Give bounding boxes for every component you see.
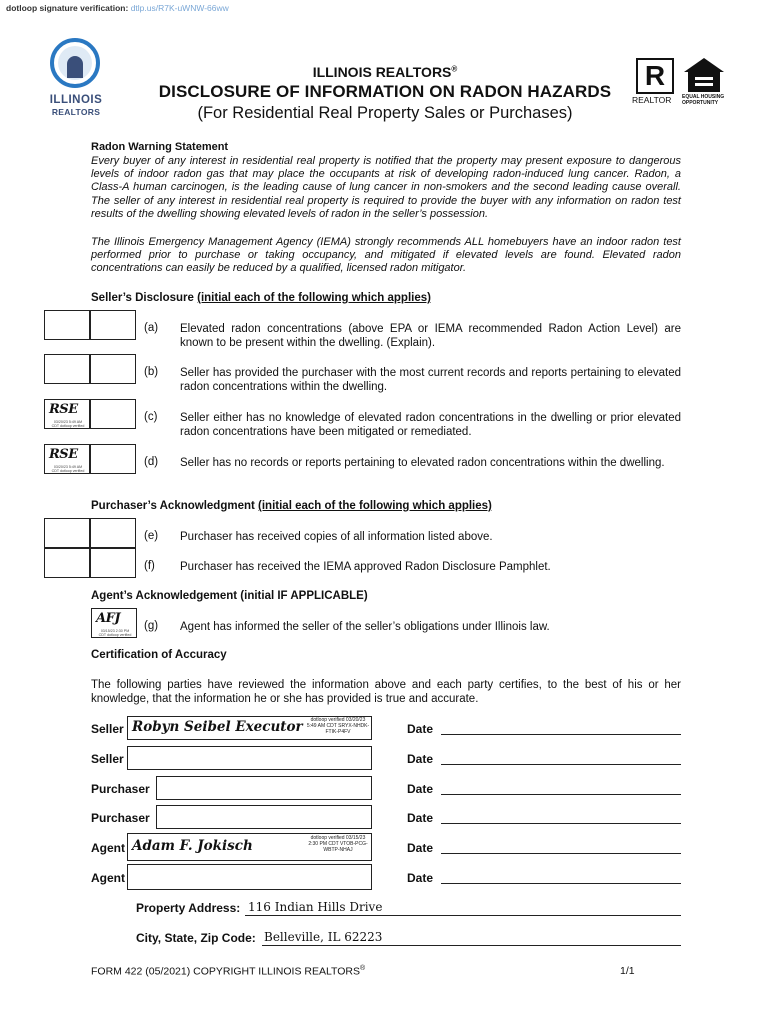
purchaser-heading-text: Purchaser’s Acknowledgment [91,500,255,512]
page-subtitle: (For Residential Real Property Sales or Purchases) [197,104,573,122]
item-label-b: (b) [144,366,159,378]
signer-label-seller-2: Seller [91,752,124,766]
signature-field-purchaser-1[interactable] [156,776,372,800]
initial-box-e-2[interactable] [90,518,136,548]
dotloop-verification [6,3,229,13]
signer-label-agent-2: Agent [91,871,125,885]
initial-boxes-e [44,518,136,548]
item-label-d: (d) [144,456,159,468]
item-label-f: (f) [144,560,155,572]
initial-boxes-d [44,444,136,474]
initial-box-d-2[interactable] [90,444,136,474]
date-field-purchaser-2[interactable] [441,823,681,824]
eho-roof [684,58,724,72]
item-label-c: (c) [144,411,158,423]
warning-heading: Radon Warning Statement [91,141,229,153]
signer-label-purchaser-1: Purchaser [91,782,150,796]
equal-housing-text: EQUAL HOUSING OPPORTUNITY [682,94,725,106]
signer-label-purchaser-2: Purchaser [91,811,150,825]
date-field-agent-2[interactable] [441,883,681,884]
form-footer [91,965,365,978]
realtor-mark-icon: R [636,58,674,94]
date-field-agent-1[interactable] [441,853,681,854]
signer-label-seller-1: Seller [91,722,124,736]
city-state-zip-label: City, State, Zip Code: [136,931,256,945]
initial-box-c-1[interactable] [44,399,90,429]
logo-line2: REALTORS [51,107,101,117]
date-label-agent-1: Date [407,841,434,855]
item-label-g: (g) [144,620,159,632]
initial-box-f-1[interactable] [44,548,90,578]
item-text-b: Seller has provided the purchaser with the most current records and reports pertaining to elevated radon concentrations within the dwelling. [180,367,681,393]
initial-box-c-2[interactable] [90,399,136,429]
signature-field-agent-2[interactable] [127,864,372,890]
warning-text: Every buyer of any interest in residential real property is notified that the property may present exposure to dangerous levels of indoor radon gas that may place the occupants at risk of developing radon-induced lung cancer. Radon, a Class-A human carcinogen, is the leading cause of lung cancer in non-smokers and the second leading cause overall. The seller of any interest in residential real property is required to provide the buyer with any information on radon test results of the dwelling showing elevated levels of radon in the seller’s possession. [91,155,681,220]
signature-field-agent-1[interactable] [127,833,372,861]
initial-boxes-b [44,354,136,384]
date-field-seller-1[interactable] [441,734,681,735]
date-label-seller-2: Date [407,752,434,766]
seller-initial-c: RSE [49,402,78,417]
date-label-purchaser-1: Date [407,782,434,796]
page-title: DISCLOSURE OF INFORMATION ON RADON HAZARDS [158,82,612,101]
property-address-label: Property Address: [136,901,241,915]
agent-signature: Adam F. Jokisch [132,838,253,854]
initial-boxes-c [44,399,136,429]
seller-signature-stamp: dotloop verified 03/20/23 5:49 AM CDT SRYX-NHDK-FTIK-P4FV [306,717,370,735]
initial-box-e-1[interactable] [44,518,90,548]
seller-disclosure-heading [91,292,431,304]
agent-ack-heading: Agent’s Acknowledgement (initial IF APPLICABLE) [91,590,368,602]
certification-heading: Certification of Accuracy [91,649,227,661]
seller-initial-d: RSE [49,447,78,462]
initial-box-b-2[interactable] [90,354,136,384]
equal-housing-icon [682,58,726,94]
date-field-purchaser-1[interactable] [441,794,681,795]
item-text-a: Elevated radon concentrations (above EPA or IEMA recommended Radon Action Level) are known to be present within the dwelling. (Explain). [180,323,681,349]
property-address-value: 116 Indian Hills Drive [248,900,383,914]
eho-body [688,72,720,92]
eho-bar-2 [695,83,713,86]
initial-box-b-1[interactable] [44,354,90,384]
initial-boxes-g [91,608,137,638]
agent-signature-stamp: dotloop verified 03/15/23 2:30 PM CDT VTOB-PCG-WBTP-NHAJ [308,835,368,853]
initial-box-a-1[interactable] [44,310,90,340]
date-label-agent-2: Date [407,871,434,885]
date-label-purchaser-2: Date [407,811,434,825]
verification-label: dotloop signature verification: [6,3,129,13]
property-address-field[interactable] [245,900,681,916]
date-field-seller-2[interactable] [441,764,681,765]
initial-box-g[interactable] [91,608,137,638]
form-mark: ® [360,965,366,972]
seller-heading-note: (initial each of the following which applies) [197,292,431,304]
page-number: 1/1 [620,965,635,977]
initial-boxes-f [44,548,136,578]
initial-box-d-1[interactable] [44,444,90,474]
signature-field-seller-1[interactable] [127,716,372,740]
item-text-e: Purchaser has received copies of all information listed above. [180,531,493,543]
agent-initial-g: AFJ [96,611,120,626]
item-label-a: (a) [144,322,159,334]
initial-stamp-c: 03/20/23 5:49 AM CDT dotloop verified [51,420,85,428]
seller-signature: Robyn Seibel Executor [132,719,303,735]
item-text-g: Agent has informed the seller of the seller’s obligations under Illinois law. [180,621,550,633]
initial-box-f-2[interactable] [90,548,136,578]
city-state-zip-field[interactable] [262,930,681,946]
realtor-mark-text: REALTOR [632,95,672,105]
signature-field-purchaser-2[interactable] [156,805,372,829]
seller-heading-text: Seller’s Disclosure [91,292,194,304]
org-mark: ® [451,64,458,74]
eho-bar-1 [695,77,713,80]
certification-text: The following parties have reviewed the information above and each party certifies, to the best of his or her knowledge, that the information he or she has provided is true and accurate. [91,679,681,705]
signature-field-seller-2[interactable] [127,746,372,770]
verification-link[interactable]: dtlp.us/R7K-uWNW-66ww [130,3,229,13]
logo-line1: ILLINOIS [49,94,103,106]
iema-text: The Illinois Emergency Management Agency (IEMA) strongly recommends ALL homebuyers have an indoor radon test performed prior to purchase or taking occupancy, and mitigated if elevated levels are found. Elevated radon concentrations can easily be reduced by a qualified, licensed radon mitigator. [91,236,681,275]
signer-label-agent-1: Agent [91,841,125,855]
item-text-c: Seller either has no knowledge of elevated radon concentrations in the dwelling or prior elevated radon concentrations have been mitigated or remediated. [180,412,681,438]
org-name: ILLINOIS REALTORS [312,64,452,80]
initial-stamp-g: 03/15/23 2:30 PM CDT dotloop verified [98,629,132,637]
date-label-seller-1: Date [407,722,434,736]
initial-box-a-2[interactable] [90,310,136,340]
initial-boxes-a [44,310,136,340]
form-id: FORM 422 (05/2021) COPYRIGHT ILLINOIS REALTORS [91,965,361,978]
initial-stamp-d: 03/20/23 5:49 AM CDT dotloop verified [51,465,85,473]
purchaser-ack-heading [91,500,492,512]
item-text-f: Purchaser has received the IEMA approved Radon Disclosure Pamphlet. [180,561,551,573]
item-text-d: Seller has no records or reports pertaining to elevated radon concentrations within the dwelling. [180,457,665,469]
city-state-zip-value: Belleville, IL 62223 [264,930,383,944]
item-label-e: (e) [144,530,159,542]
purchaser-heading-note: (initial each of the following which applies) [258,500,492,512]
